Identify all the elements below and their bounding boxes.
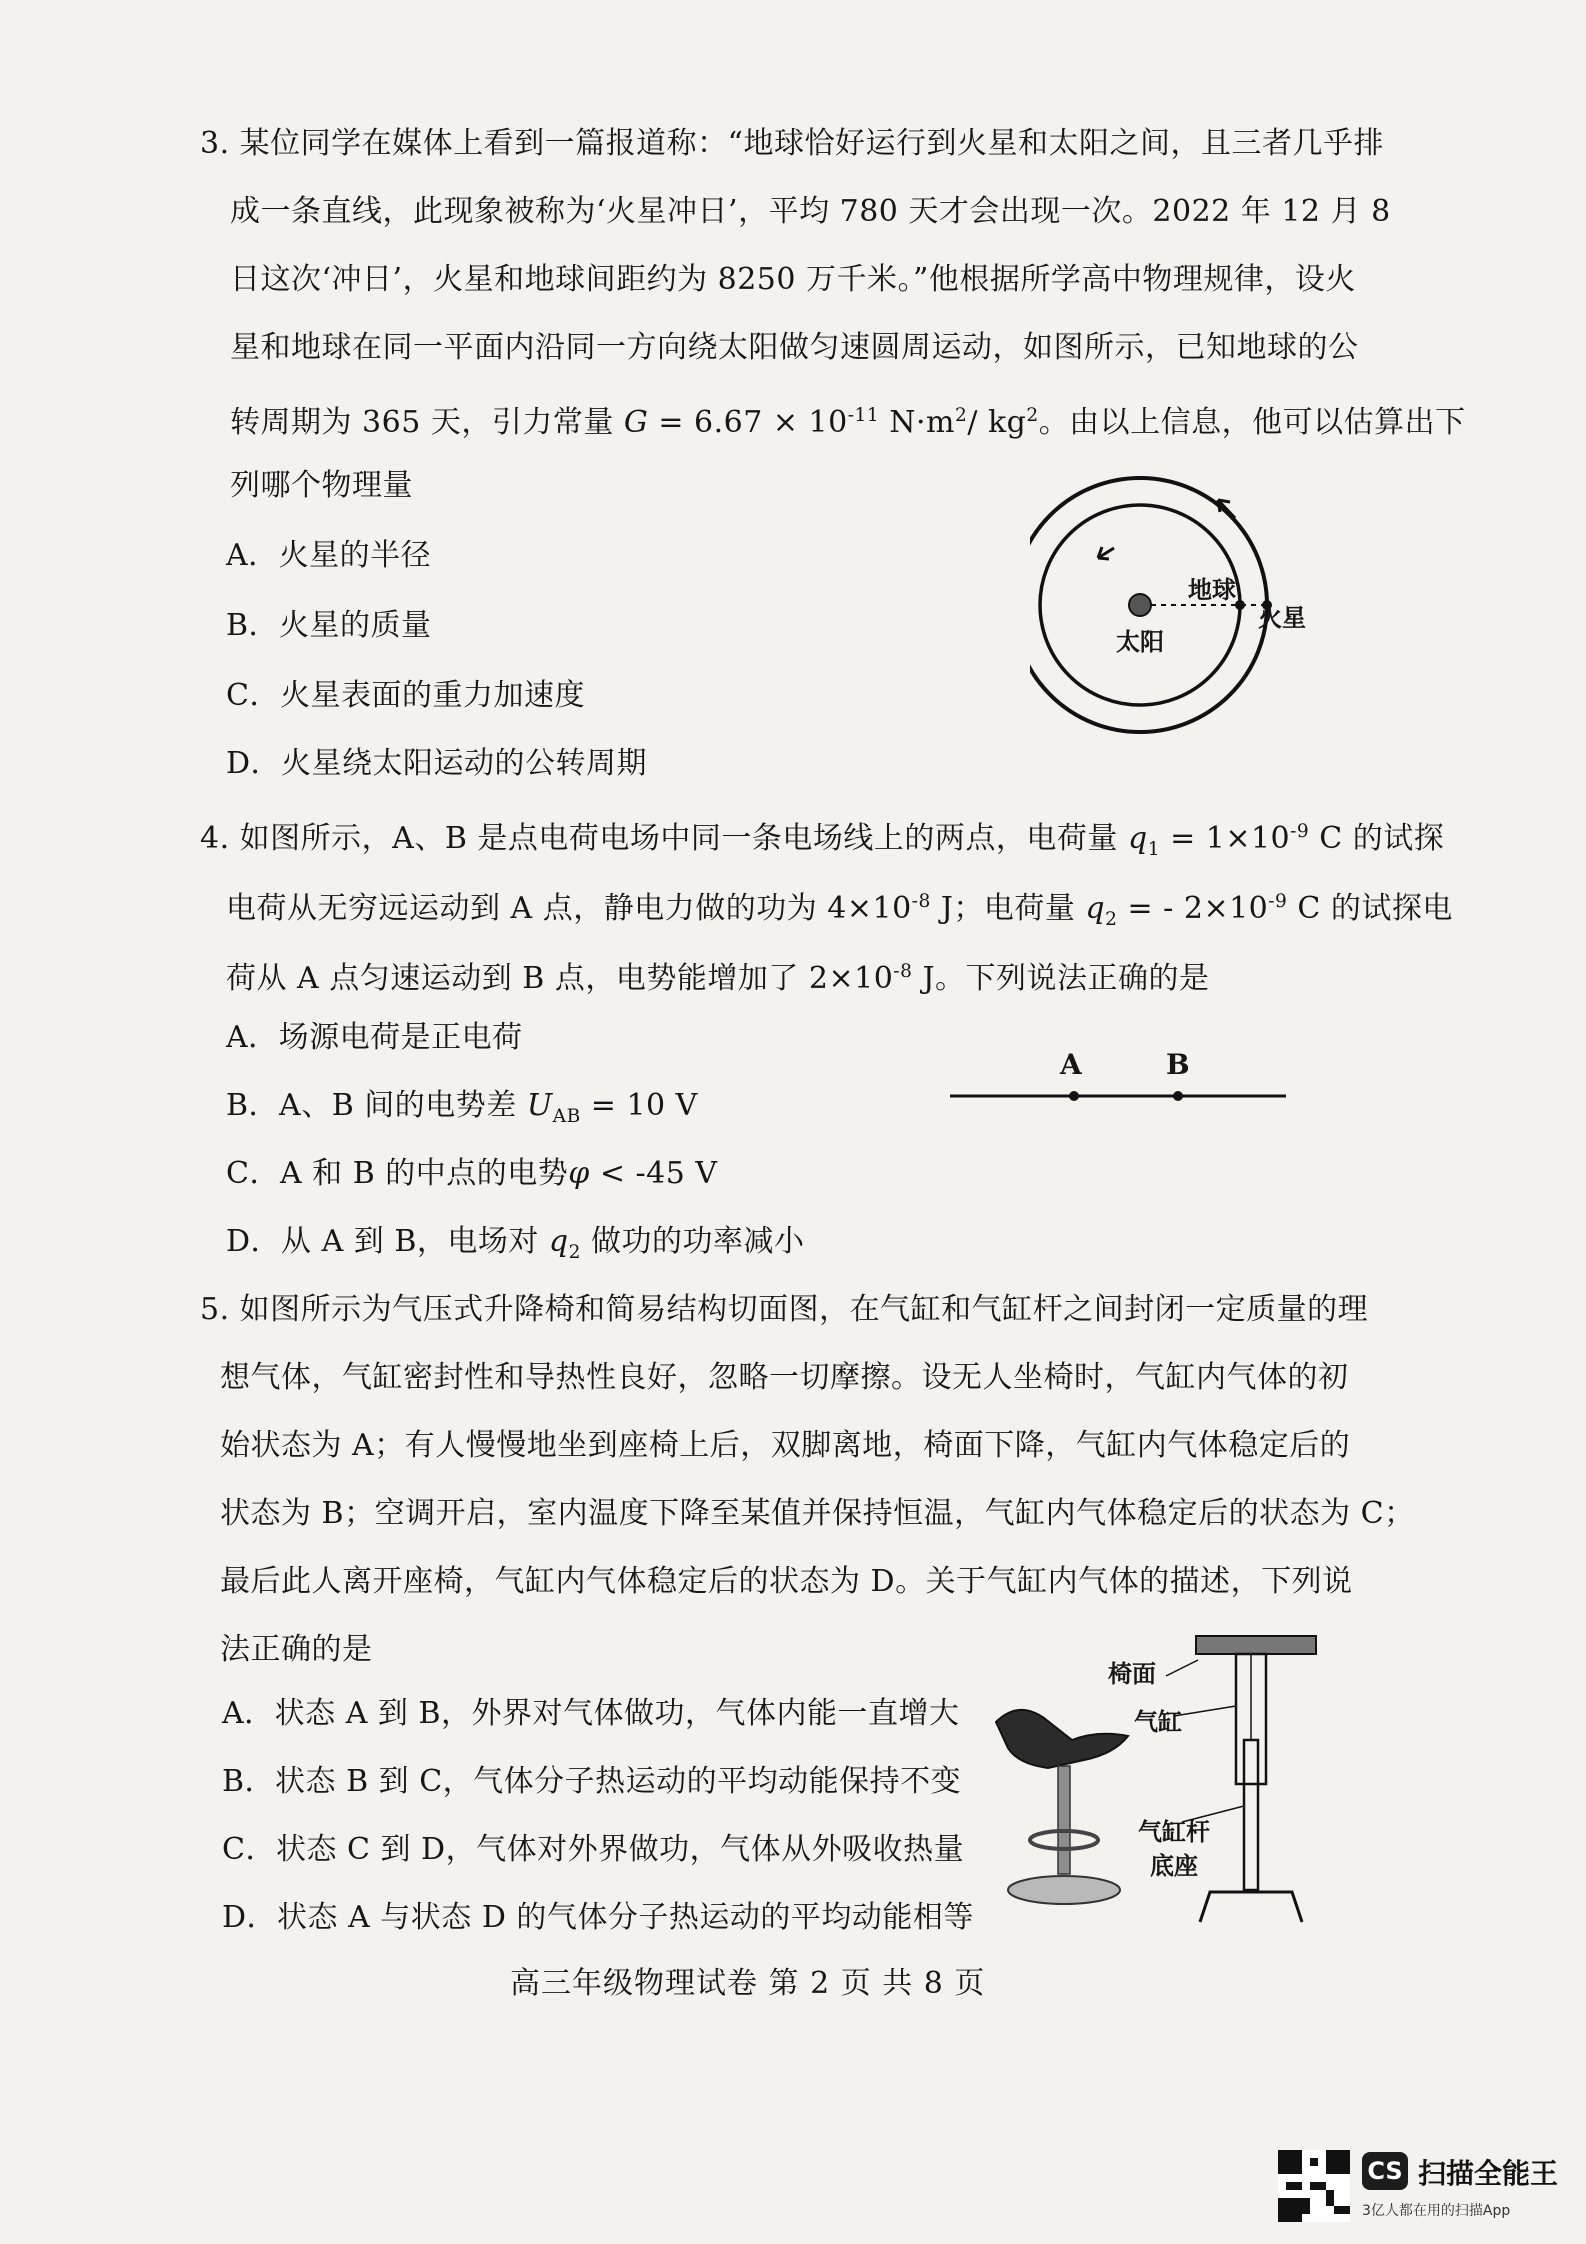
q4-line-1: 4. 如图所示，A、B 是点电荷电场中同一条电场线上的两点，电荷量 $q_1 = 1\times 10^{-9}$ C 的试探 xyxy=(200,821,1445,860)
scanner-watermark xyxy=(1278,2140,1568,2240)
q5-line-4: 状态为 B；空调开启，室内温度下降至某值并保持恒温，气缸内气体稳定后的状态为 C； xyxy=(220,1496,1415,1531)
q3-option-d: D．火星绕太阳运动的公转周期 xyxy=(226,746,648,781)
chair-column xyxy=(1058,1766,1070,1874)
label-mars: 火星 xyxy=(1258,604,1306,632)
sun-icon xyxy=(1129,594,1151,616)
q5-option-d: D．状态 A 与状态 D 的气体分子热运动的平均动能相等 xyxy=(222,1900,974,1935)
q5-option-b: B．状态 B 到 C，气体分子热运动的平均动能保持不变 xyxy=(222,1764,962,1799)
chair-seat xyxy=(996,1710,1128,1768)
q3-number: 3. xyxy=(200,126,240,161)
point-b-icon xyxy=(1173,1091,1183,1101)
base-stand xyxy=(1200,1892,1302,1922)
q5-line-2: 想气体，气缸密封性和导热性良好，忽略一切摩擦。设无人坐椅时，气缸内气体的初 xyxy=(220,1360,1349,1395)
q5-line-5: 最后此人离开座椅，气缸内气体稳定后的状态为 D。关于气缸内气体的描述，下列说 xyxy=(220,1564,1353,1599)
q3-line-5: 转周期为 365 天，引力常量 $G = 6.67 \times 10^{-11}$ $N\cdot m^2/$ $kg^2$。由以上信息，他可以估算出下 xyxy=(230,405,1466,440)
q3-line-4: 星和地球在同一平面内沿同一方向绕太阳做匀速圆周运动，如图所示，已知地球的公 xyxy=(230,330,1359,365)
scanner-app-tagline: 3亿人都在用的扫描App xyxy=(1362,2203,1511,2219)
q4-option-d: D．从 A 到 B，电场对 $q_2$ 做功的功率减小 xyxy=(226,1224,805,1263)
q5-number: 5. xyxy=(200,1292,240,1327)
label-sun: 太阳 xyxy=(1116,628,1164,656)
q3-option-a: A．火星的半径 xyxy=(226,538,432,573)
orbit-diagram xyxy=(1030,460,1360,760)
field-line-diagram xyxy=(950,1082,1290,1112)
q3-line-6: 列哪个物理量 xyxy=(230,468,413,503)
q5-line-3: 始状态为 A；有人慢慢地坐到座椅上后，双脚离地，椅面下降，气缸内气体稳定后的 xyxy=(220,1428,1351,1463)
label-point-a: A xyxy=(1060,1048,1082,1081)
q3-line-3: 日这次‘冲日’，火星和地球间距约为 8250 万千米。”他根据所学高中物理规律，设火 xyxy=(230,262,1356,297)
q5-option-a: A．状态 A 到 B，外界对气体做功，气体内能一直增大 xyxy=(222,1696,960,1731)
chair-photo xyxy=(988,1700,1138,1916)
qr-code-icon xyxy=(1278,2150,1350,2222)
q3-line-2: 成一条直线，此现象被称为‘火星冲日’，平均 780 天才会出现一次。2022 年 12 月 8 xyxy=(230,194,1391,229)
seat-plate xyxy=(1196,1636,1316,1654)
chair-base xyxy=(1008,1876,1120,1904)
q4-option-c: C．A 和 B 的中点的电势φ < -45 V xyxy=(226,1156,718,1191)
q4-number: 4. xyxy=(200,821,240,856)
chair-structure-diagram xyxy=(1160,1630,1330,1930)
q5-line-1: 5. 如图所示为气压式升降椅和简易结构切面图，在气缸和气缸杆之间封闭一定质量的理 xyxy=(200,1292,1369,1327)
q3-option-b: B．火星的质量 xyxy=(226,608,432,643)
q4-line-2: 电荷从无穷远运动到 A 点，静电力做的功为 $4\times 10^{-8}$ J；电荷量 $q_2$ = - $2\times 10^{-9}$ C 的试探电 xyxy=(226,891,1453,930)
label-base: 底座 xyxy=(1150,1852,1198,1880)
q3-line-1: 3. 某位同学在媒体上看到一篇报道称：“地球恰好运行到火星和太阳之间，且三者几乎排 xyxy=(200,126,1385,161)
label-cylinder: 气缸 xyxy=(1134,1708,1182,1736)
label-seat: 椅面 xyxy=(1108,1660,1156,1688)
earth-icon xyxy=(1235,600,1245,610)
scanner-app-name: 扫描全能王 xyxy=(1418,2157,1559,2190)
q4-line-3: 荷从 A 点匀速运动到 B 点，电势能增加了 $2\times 10^{-8}$ J。下列说法正确的是 xyxy=(226,961,1210,996)
q5-option-c: C．状态 C 到 D，气体对外界做功，气体从外吸收热量 xyxy=(222,1832,965,1867)
point-a-icon xyxy=(1069,1091,1079,1101)
q3-option-c: C．火星表面的重力加速度 xyxy=(226,678,585,713)
q5-line-6: 法正确的是 xyxy=(220,1632,373,1667)
piston-rod xyxy=(1244,1740,1258,1890)
label-rod: 气缸杆 xyxy=(1138,1818,1210,1846)
page-footer: 高三年级物理试卷 第 2 页 共 8 页 xyxy=(510,1966,986,2001)
label-earth: 地球 xyxy=(1188,576,1236,604)
q4-option-a: A．场源电荷是正电荷 xyxy=(226,1020,523,1055)
q4-option-b: B．A、B 间的电势差 $U_{AB} = 10$ V xyxy=(226,1088,698,1127)
label-point-b: B xyxy=(1166,1048,1190,1081)
cs-logo-icon: CS xyxy=(1362,2152,1408,2190)
